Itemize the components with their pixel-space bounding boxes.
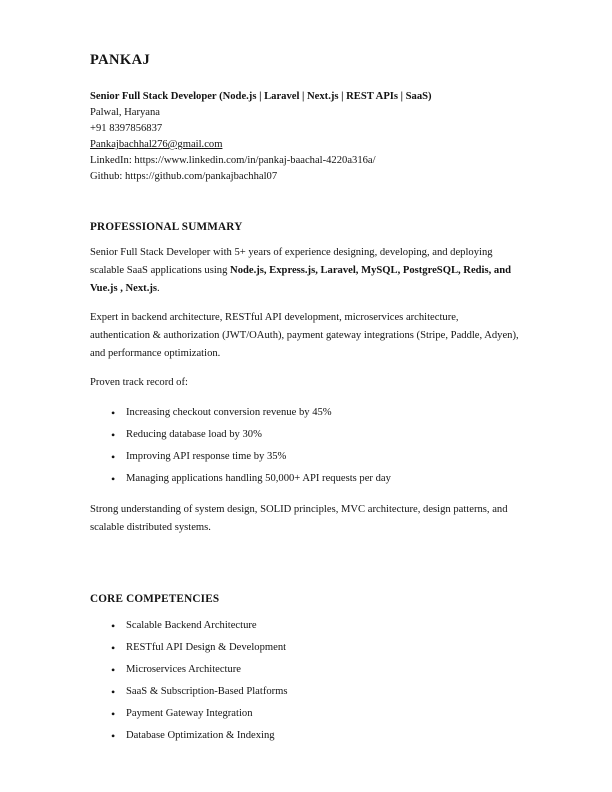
list-item: • RESTful API Design & Development [90, 640, 520, 656]
summary-p1-text: Senior Full Stack Developer with 5+ years of experience designing, developing, and deploying scalable SaaS applications using [90, 247, 493, 276]
summary-paragraph-4: Strong understanding of system design, SOLID principles, MVC architecture, design patterns, and scalable distributed systems. [90, 504, 508, 533]
location-text: Palwal, Haryana [90, 107, 161, 118]
list-item: • Improving API response time by 35% [90, 449, 520, 465]
summary-p1-bold-tech-list: Node.js, Express.js, Laravel, MySQL, PostgreSQL, Redis, and Vue.js , Next.js [90, 265, 511, 294]
contact-block [90, 89, 520, 185]
linkedin-url: LinkedIn: https://www.linkedin.com/in/pankaj-baachal-4220a316a/ [90, 155, 376, 166]
email-link[interactable]: Pankajbachhal276@gmail.com [90, 139, 223, 150]
summary-p1-period: . [157, 283, 160, 294]
list-item: • Payment Gateway Integration [90, 706, 520, 722]
competencies-bullet-list [90, 618, 520, 744]
job-title: Senior Full Stack Developer (Node.js | Laravel | Next.js | REST APIs | SaaS) [90, 91, 432, 102]
section-heading-core-competencies: CORE COMPETENCIES [90, 593, 220, 605]
list-item: • Reducing database load by 30% [90, 427, 520, 443]
summary-paragraph-1 [90, 244, 520, 298]
list-item: • SaaS & Subscription-Based Platforms [90, 684, 520, 700]
summary-bullet-list [90, 405, 520, 487]
summary-paragraph-3: Proven track record of: [90, 377, 188, 388]
list-item: • Increasing checkout conversion revenue by 45% [90, 405, 520, 421]
candidate-name: PANKAJ [90, 52, 151, 68]
github-url: Github: https://github.com/pankajbachhal07 [90, 171, 278, 182]
email-line [90, 137, 520, 153]
section-heading-professional-summary: PROFESSIONAL SUMMARY [90, 221, 243, 233]
list-item: • Microservices Architecture [90, 662, 520, 678]
summary-paragraph-2: Expert in backend architecture, RESTful API development, microservices architecture, authentication & authorization (JWT/OAuth), payment gateway integrations (Stripe, Paddle, Adyen), and performance optimization. [90, 312, 519, 359]
list-item: • Scalable Backend Architecture [90, 618, 520, 634]
list-item: • Managing applications handling 50,000+ API requests per day [90, 471, 520, 487]
phone-number: +91 8397856837 [90, 123, 163, 134]
list-item: • Database Optimization & Indexing [90, 728, 520, 744]
